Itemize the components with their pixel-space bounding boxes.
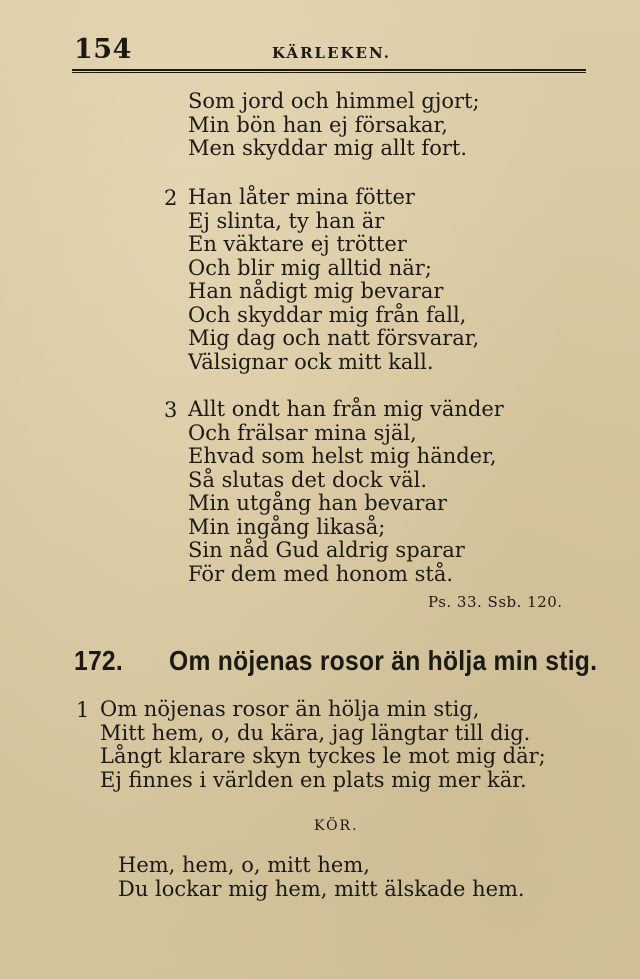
verse-line: Och frälsar mina själ, [188,420,417,445]
verse-line: Välsignar ock mitt kall. [188,349,434,374]
verse-line: Mig dag och natt försvarar, [188,326,480,350]
verse-line: Sin nåd Gud aldrig sparar [188,538,465,562]
verse-3 [188,398,504,586]
verse-line: Så slutas det dock väl. [188,467,428,492]
verse-line: Min bön han ej försakar, [188,112,448,137]
verse-line: Han nådigt mig bevarar [188,279,444,303]
hymn-heading [74,645,597,677]
verse-2 [188,186,479,374]
hymn-title: Om nöjenas rosor än hölja min stig. [169,645,598,676]
running-head: KÄRLEKEN. [272,44,391,62]
hymn-verse-1 [100,698,546,792]
verse-continuation [188,90,480,161]
verse-number: 2 [164,186,178,210]
page-header [74,34,580,70]
verse-line: Han låter mina fötter [188,185,415,209]
verse-line: Ej finnes i världen en plats mig mer kär. [100,767,527,792]
chorus-line: Du lockar mig hem, mitt älskade hem. [118,876,525,901]
verse-line: Och blir mig alltid när; [188,255,432,280]
verse-line: Allt ondt han från mig vänder [188,397,504,421]
verse-line: Om nöjenas rosor än hölja min stig, [100,697,480,721]
page-number: 154 [74,34,132,65]
verse-line: För dem med honom stå. [188,561,454,586]
chorus [118,854,525,901]
verse-line: Min ingång likaså; [188,514,386,539]
verse-line: Ehvad som helst mig händer, [188,444,497,468]
verse-line: Som jord och himmel gjort; [188,89,480,113]
chorus-label: KÖR. [314,818,359,834]
verse-line: Min utgång han bevarar [188,491,448,515]
verse-line: Men skyddar mig allt fort. [188,136,467,160]
verse-line: Mitt hem, o, du kära, jag längtar till dig. [100,720,531,745]
verse-line: Ej slinta, ty han är [188,208,385,233]
chorus-line: Hem, hem, o, mitt hem, [118,853,370,877]
header-rule [72,69,586,73]
hymn-number: 172. [74,645,124,676]
verse-line: Långt klarare skyn tyckes le mot mig där; [100,744,546,768]
verse-number: 3 [164,398,178,422]
verse-line: En väktare ej trötter [188,232,407,256]
verse-number: 1 [76,698,90,722]
scripture-reference: Ps. 33. Ssb. 120. [428,593,563,611]
verse-line: Och skyddar mig från fall, [188,302,467,327]
